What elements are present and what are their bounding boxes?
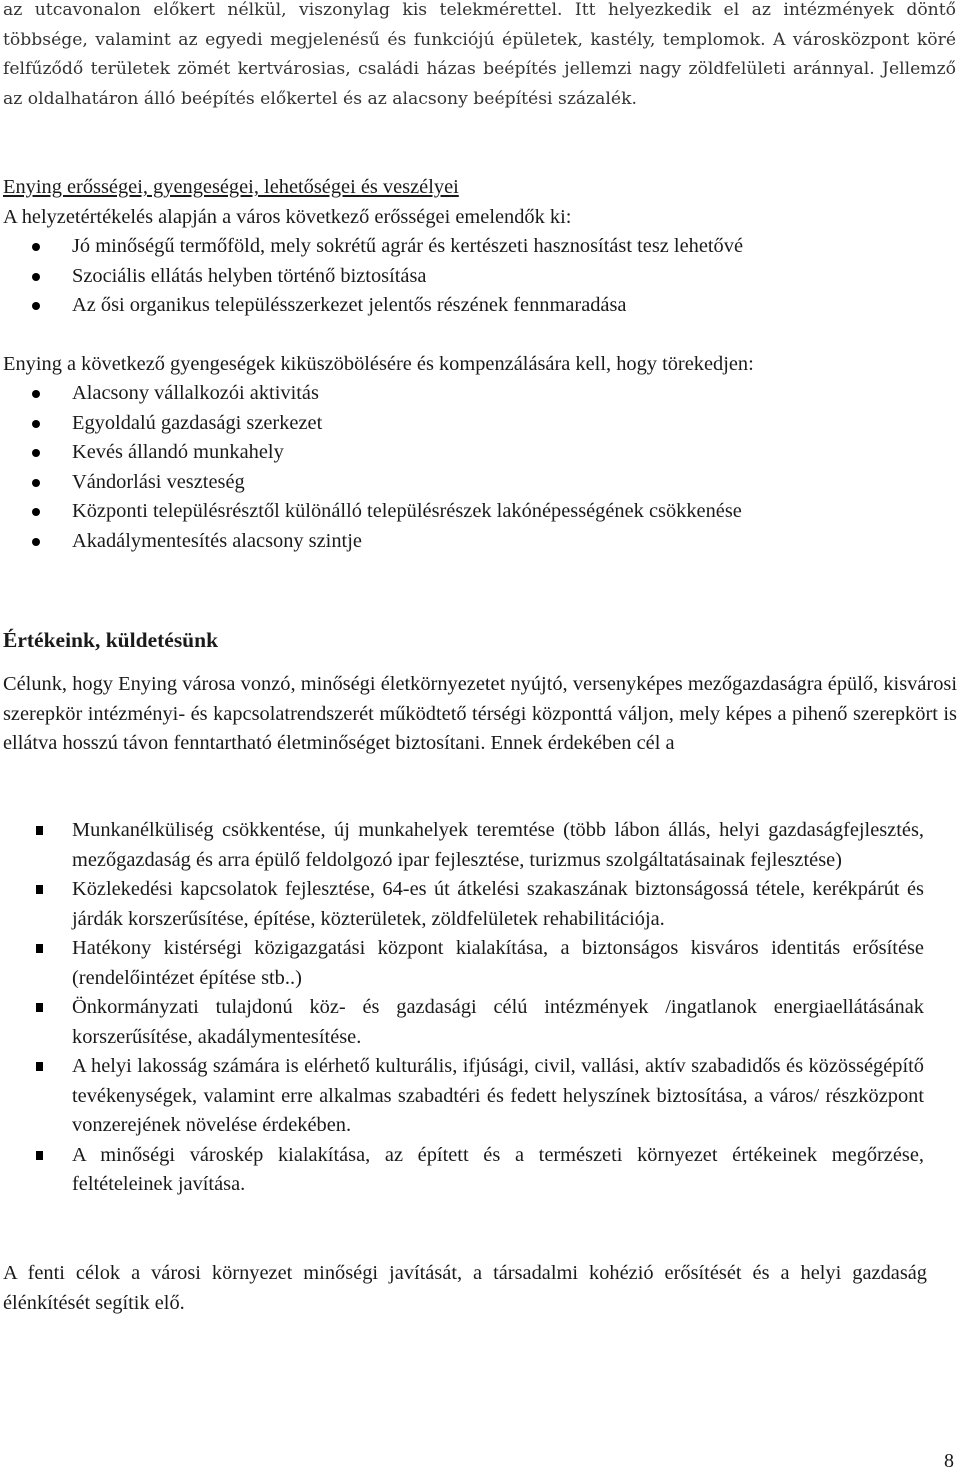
bullet-icon [32,479,40,487]
list-item: A helyi lakosság számára is elérhető kulturális, ifjúsági, civil, vallási, aktív szabadidős és közösségépítő tevékenységek, valamint erre alkalmas szabadtéri és fedett helyszínek biztosítása, a város/ részközpont vonzerejének növelése érdekében. [0,1052,924,1141]
bullet-icon [32,243,40,251]
weaknesses-list [0,379,926,556]
weaknesses-intro: Enying a következő gyengeségek kiküszöbölésére és kompenzálására kell, hogy törekedjen: [3,353,754,375]
square-bullet-icon [36,944,43,953]
list-item: Egyoldalú gazdasági szerkezet [0,409,926,439]
bullet-icon [32,508,40,516]
strengths-heading: Enying erősségei, gyengeségei, lehetőségei és veszélyei [3,176,459,198]
list-item: Jó minőségű termőföld, mely sokrétű agrár és kertészeti hasznosítást tesz lehetővé [0,232,926,262]
strengths-intro: A helyzetértékelés alapján a város következő erősségei emelendők ki: [3,206,572,228]
list-item: Szociális ellátás helyben történő biztosítása [0,262,926,292]
bullet-icon [32,449,40,457]
bullet-icon [32,420,40,428]
list-item: Önkormányzati tulajdonú köz- és gazdasági célú intézmények /ingatlanok energiaellátásának korszerűsítése, akadálymentesítése. [0,993,924,1052]
page-number: 8 [944,1450,954,1472]
list-item: Alacsony vállalkozói aktivitás [0,379,926,409]
strengths-list [0,232,926,321]
square-bullet-icon [36,1151,43,1160]
list-item: Közlekedési kapcsolatok fejlesztése, 64-es út átkelési szakaszának biztonságossá tétele, kerékpárút és járdák korszerűsítése, építése, közterületek, zöldfelületek rehabilitációja. [0,875,924,934]
bullet-icon [32,302,40,310]
bullet-icon [32,273,40,281]
square-bullet-icon [36,885,43,894]
list-item: Vándorlási veszteség [0,468,926,498]
bullet-icon [32,538,40,546]
list-item: Az ősi organikus településszerkezet jelentős részének fennmaradása [0,291,926,321]
square-bullet-icon [36,826,43,835]
square-bullet-icon [36,1003,43,1012]
intro-paragraph: az utcavonalon előkert nélkül, viszonylag kis telekmérettel. Itt helyezkedik el az intézmények döntő többsége, valamint az egyedi megjelenésű és funkciójú épületek, kastély, templomok. A városközpont köré felfűződő területek zömét kertvárosias, családi házas beépítés jellemzi nagy zöldfelületi aránnyal. Jellemző az oldalhatáron álló beépítés előkertel és az alacsony beépítési százalék. [3,0,956,109]
list-item: Hatékony kistérségi közigazgatási központ kialakítása, a biztonságos kisváros identitás erősítése (rendelőintézet építése stb..) [0,934,924,993]
closing-paragraph: A fenti célok a városi környezet minőségi javítását, a társadalmi kohézió erősítését és a helyi gazdaság élénkítését segítik elő. [3,1262,927,1314]
mission-heading: Értékeink, küldetésünk [3,628,219,652]
list-item: A minőségi városkép kialakítása, az épített és a természeti környezet értékeinek megőrzése, feltételeinek javítása. [0,1141,924,1200]
list-item: Központi településrésztől különálló településrészek lakónépességének csökkenése [0,497,926,527]
goals-list [0,816,924,1200]
list-item: Kevés állandó munkahely [0,438,926,468]
list-item: Akadálymentesítés alacsony szintje [0,527,926,557]
list-item: Munkanélküliség csökkentése, új munkahelyek teremtése (több lábon állás, helyi gazdaságfejlesztés, mezőgazdaság és arra épülő feldolgozó ipar fejlesztése, turizmus szolgáltatásainak fejlesztése) [0,816,924,875]
mission-paragraph: Célunk, hogy Enying városa vonzó, minőségi életkörnyezetet nyújtó, versenyképes mezőgazdaságra épülő, kisvárosi szerepkör intézményi- és kapcsolatrendszerét működtető térségi központtá váljon, mely képes a pihenő szerepkört is ellátva hosszú távon fenntartható életminőséget biztosítani. Ennek érdekében cél a [3,673,957,754]
square-bullet-icon [36,1062,43,1071]
bullet-icon [32,390,40,398]
